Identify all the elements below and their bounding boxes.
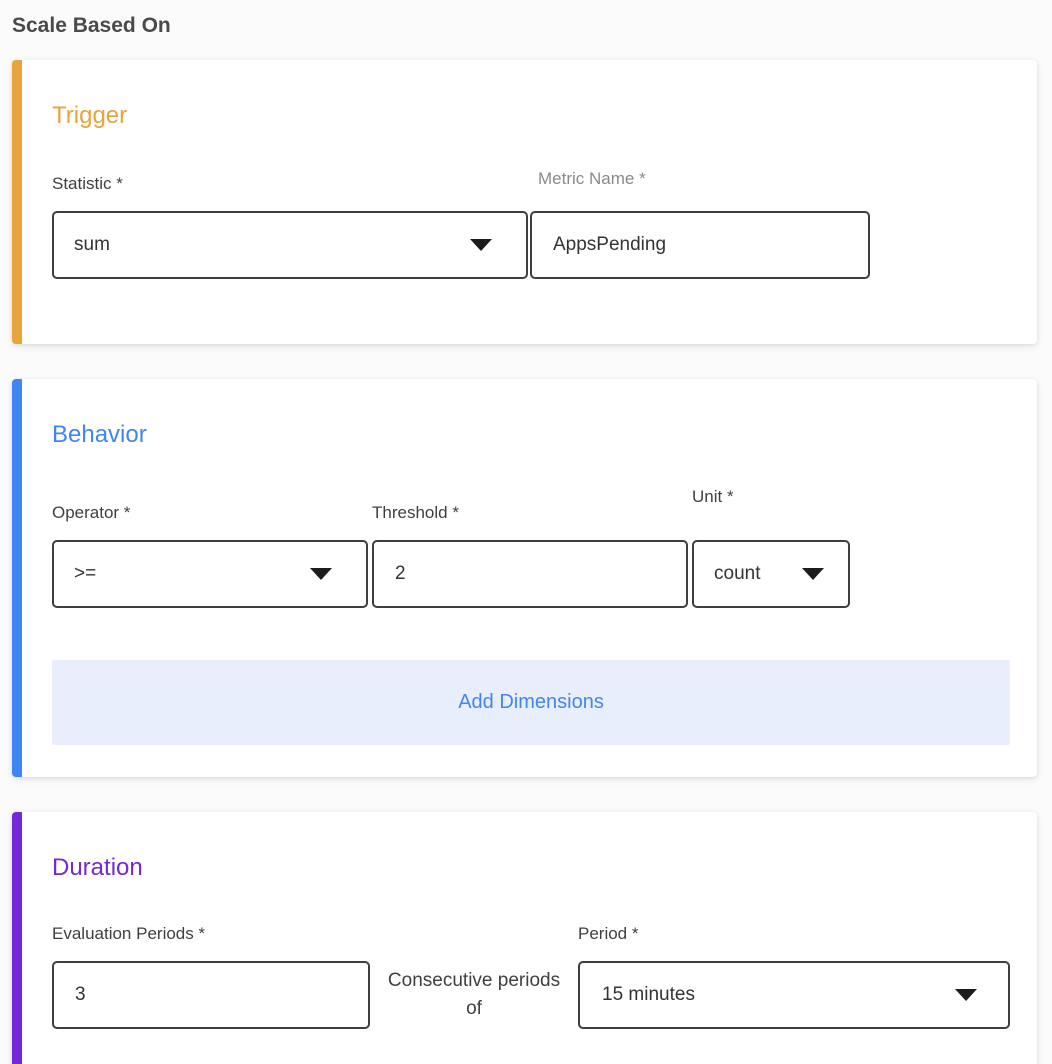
- duration-card: [12, 812, 1037, 1064]
- trigger-card-title: Trigger: [52, 102, 128, 129]
- duration-fields-row: [52, 923, 1010, 1029]
- period-label: Period *: [578, 924, 639, 943]
- statistic-select[interactable]: [52, 211, 528, 279]
- trigger-fields-row: [52, 169, 1010, 279]
- operator-field-group: [52, 502, 368, 608]
- threshold-field-group: [372, 502, 688, 608]
- metric-name-field-group: [530, 169, 870, 279]
- period-selected-value: 15 minutes: [602, 984, 695, 1005]
- evaluation-periods-input[interactable]: [52, 961, 370, 1029]
- evaluation-periods-field-group: [52, 923, 370, 1029]
- duration-card-title: Duration: [52, 854, 143, 881]
- operator-select[interactable]: [52, 540, 368, 608]
- operator-label: Operator *: [52, 503, 131, 522]
- metric-name-label: Metric Name *: [538, 169, 646, 188]
- period-select[interactable]: [578, 961, 1010, 1029]
- trigger-card: [12, 60, 1037, 344]
- chevron-down-icon: [802, 568, 824, 580]
- statistic-field-group: [52, 173, 528, 279]
- chevron-down-icon: [470, 239, 492, 251]
- behavior-card: [12, 379, 1037, 777]
- behavior-fields-row: [52, 487, 1010, 608]
- unit-field-group: [692, 487, 850, 608]
- statistic-selected-value: sum: [74, 234, 110, 255]
- add-dimensions-button[interactable]: Add Dimensions: [52, 660, 1010, 745]
- connector-text-block: [370, 923, 578, 1029]
- unit-selected-value: count: [714, 563, 761, 584]
- evaluation-periods-label: Evaluation Periods *: [52, 924, 206, 943]
- operator-selected-value: >=: [74, 563, 97, 584]
- chevron-down-icon: [310, 568, 332, 580]
- unit-select[interactable]: [692, 540, 850, 608]
- chevron-down-icon: [955, 989, 977, 1001]
- period-field-group: [578, 923, 1010, 1029]
- behavior-card-title: Behavior: [52, 421, 147, 448]
- threshold-input[interactable]: [372, 540, 688, 608]
- consecutive-periods-text: Consecutive periods of: [387, 970, 561, 1019]
- metric-name-input[interactable]: [530, 211, 870, 279]
- threshold-label: Threshold *: [372, 503, 459, 522]
- statistic-label: Statistic *: [52, 174, 123, 193]
- page-title: Scale Based On: [12, 14, 171, 37]
- unit-label: Unit *: [692, 487, 734, 506]
